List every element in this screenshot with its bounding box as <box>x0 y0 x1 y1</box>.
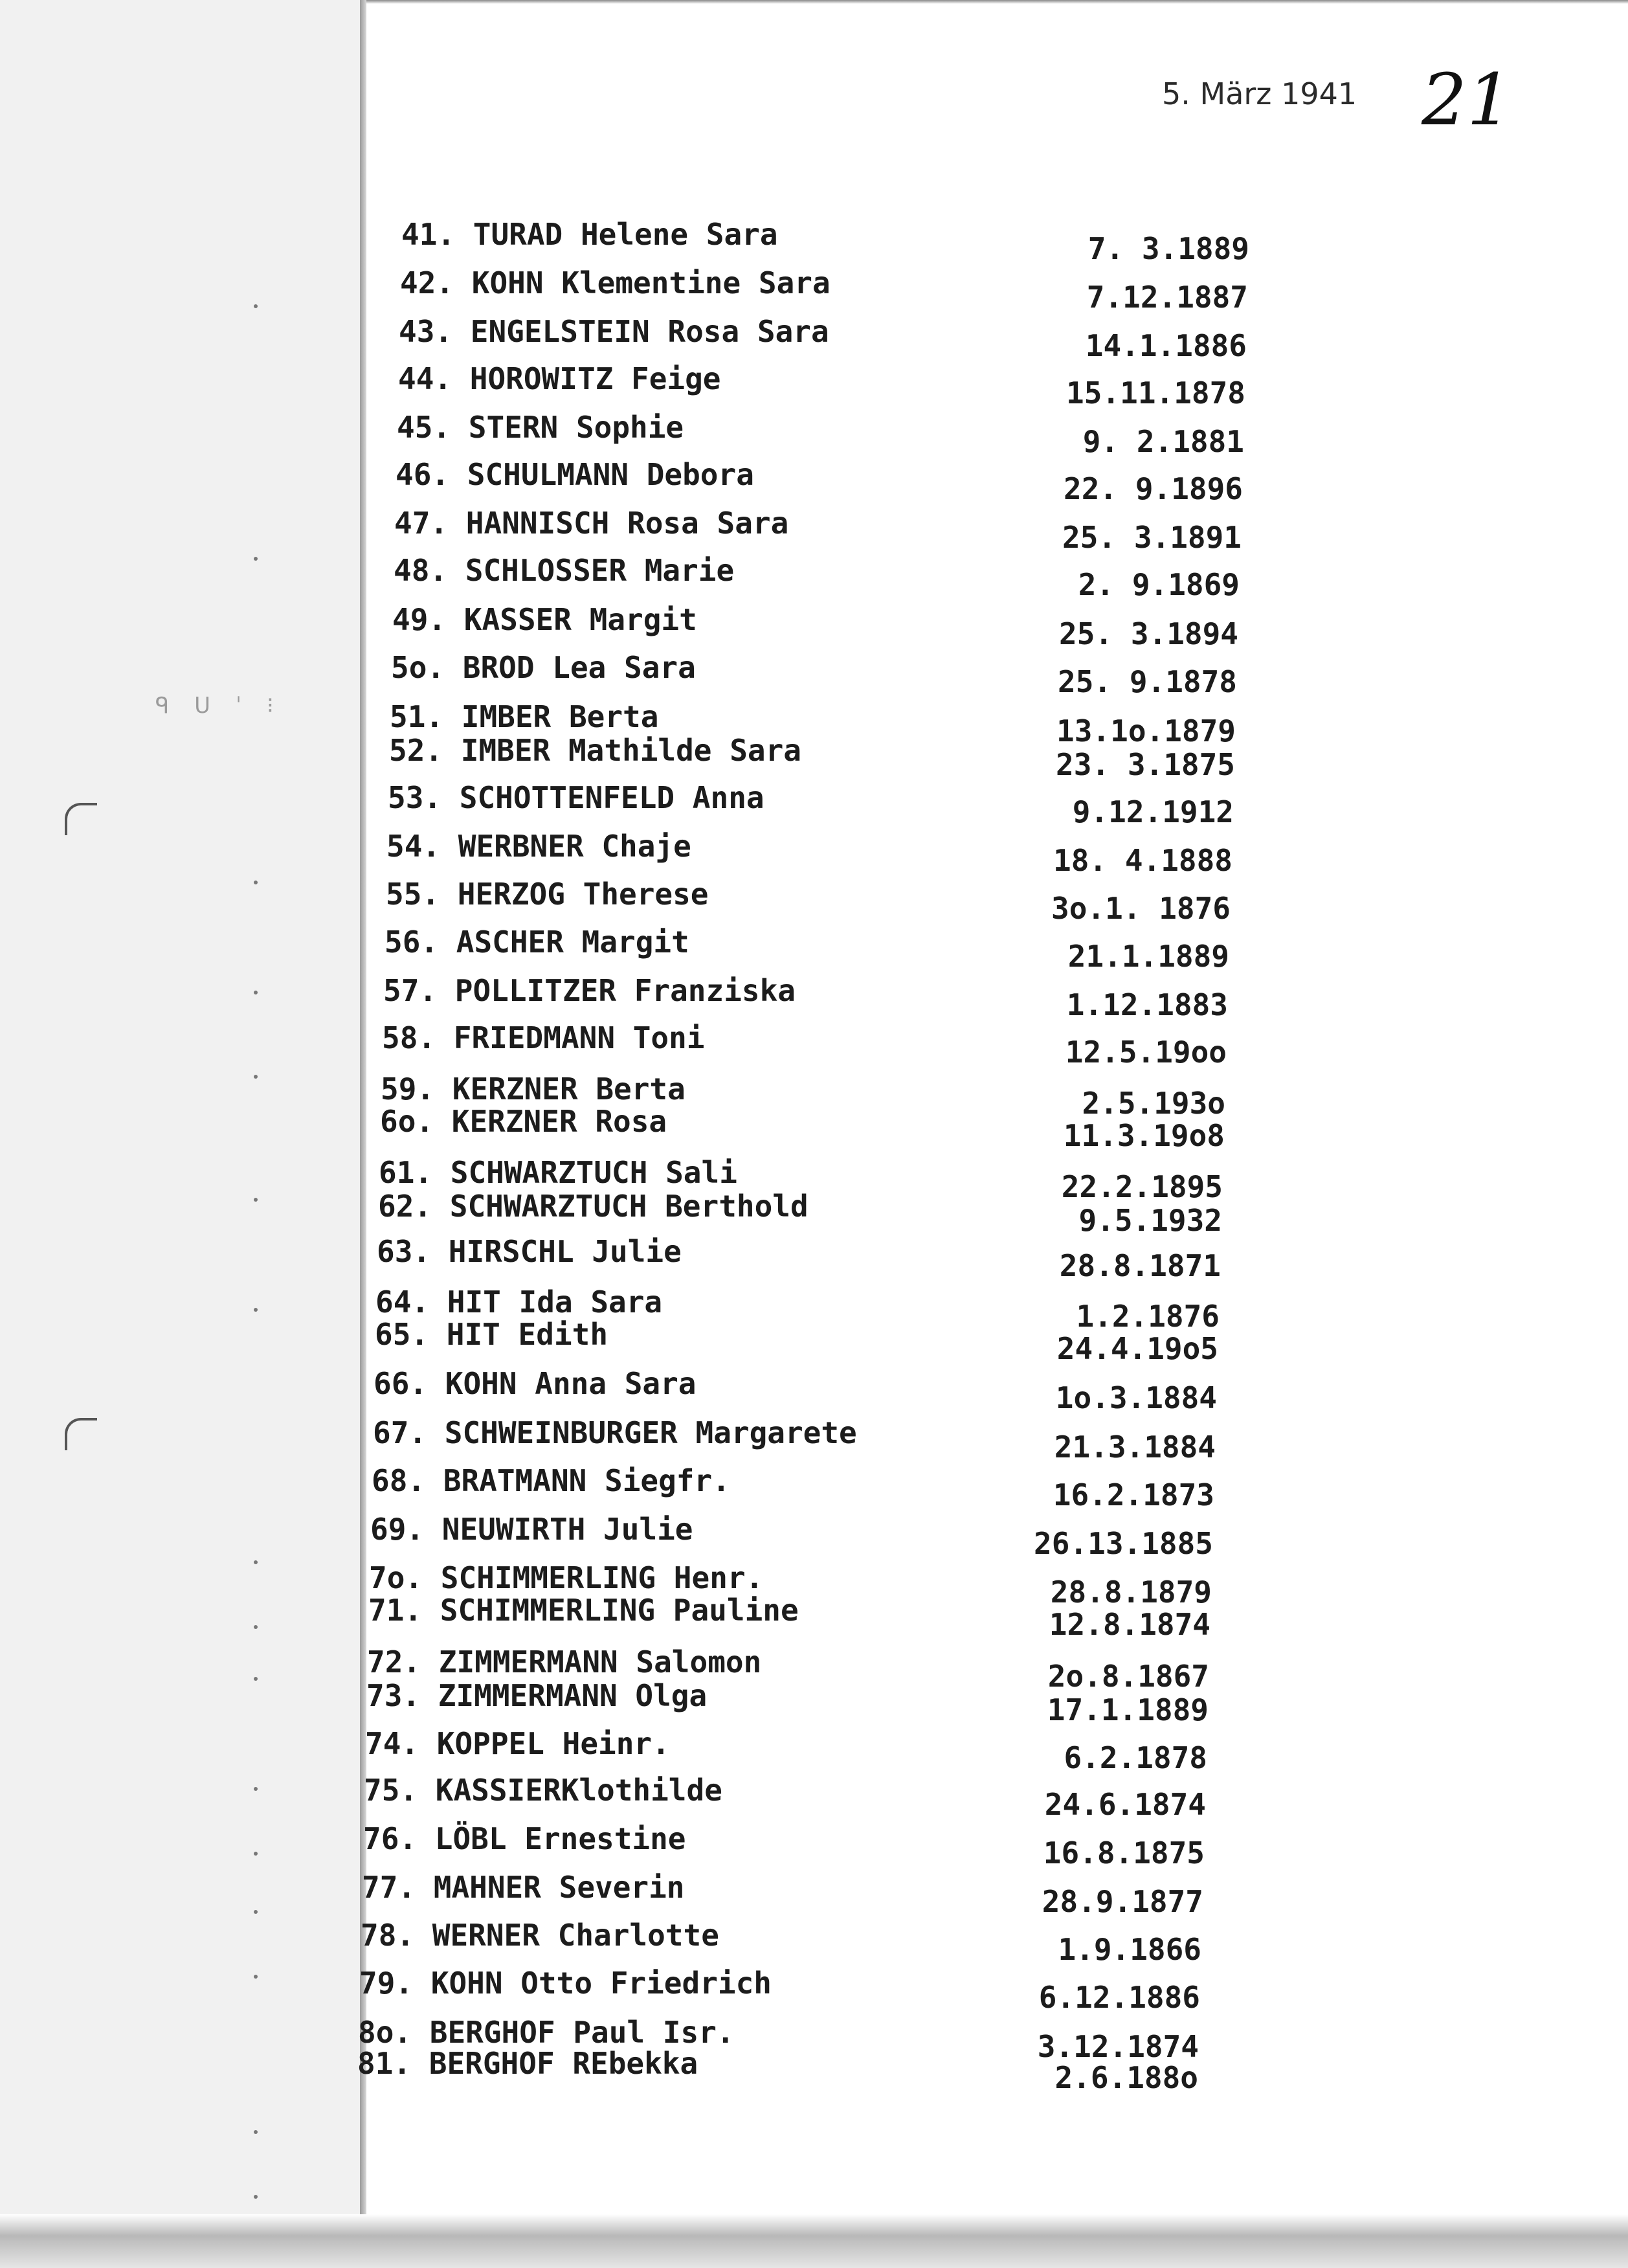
list-item-birthdate: 22.2.1895 <box>1061 1169 1223 1204</box>
list-item-name: 78. WERNER Charlotte <box>361 1918 719 1953</box>
list-item-name: 79. KOHN Otto Friedrich <box>359 1966 772 2001</box>
list-item-birthdate: 12.8.1874 <box>1049 1607 1210 1642</box>
list-item-name: 69. NEUWIRTH Julie <box>370 1512 693 1547</box>
list-item-birthdate: 25. 9.1878 <box>1058 664 1237 699</box>
list-item-name: 55. HERZOG Therese <box>386 877 709 912</box>
margin-speck <box>254 1852 258 1856</box>
margin-speck <box>254 881 258 884</box>
list-item-birthdate: 21.1.1889 <box>1067 939 1229 974</box>
list-item-name: 59. KERZNER Berta <box>381 1072 686 1106</box>
list-item-birthdate: 14.1.1886 <box>1085 328 1247 363</box>
list-item-birthdate: 26.13.1885 <box>1034 1526 1213 1561</box>
margin-speck <box>254 1308 258 1312</box>
list-item-birthdate: 23. 3.1875 <box>1056 747 1235 782</box>
list-item-birthdate: 9.5.1932 <box>1078 1203 1222 1238</box>
list-item-name: 57. POLLITZER Franziska <box>383 973 796 1008</box>
list-item-birthdate: 28.9.1877 <box>1042 1884 1203 1919</box>
list-item-name: 68. BRATMANN Siegfr. <box>372 1463 730 1498</box>
list-item-birthdate: 28.8.1871 <box>1059 1248 1221 1283</box>
list-item-birthdate: 1.12.1883 <box>1066 987 1228 1022</box>
margin-speck <box>254 1075 258 1079</box>
list-item-name: 43. ENGELSTEIN Rosa Sara <box>399 314 829 349</box>
list-item-name: 72. ZIMMERMANN Salomon <box>367 1645 762 1679</box>
list-item-birthdate: 6.12.1886 <box>1038 1980 1200 2015</box>
list-item-birthdate: 3.12.1874 <box>1037 2029 1199 2064</box>
list-item-birthdate: 2o.8.1867 <box>1047 1659 1209 1694</box>
margin-speck <box>254 1910 258 1914</box>
list-item-name: 56. ASCHER Margit <box>385 925 689 960</box>
list-item-name: 62. SCHWARZTUCH Berthold <box>378 1189 808 1224</box>
faded-margin-mark: ᑫ ᑌ ˈ ⁝ <box>155 693 283 719</box>
list-item-birthdate: 15.11.1878 <box>1066 376 1245 410</box>
list-item-name: 75. KASSIERKlothilde <box>364 1773 722 1808</box>
margin-speck <box>254 2195 258 2199</box>
list-item-birthdate: 1.2.1876 <box>1076 1299 1220 1334</box>
margin-speck <box>254 1625 258 1629</box>
page-top-edge <box>366 0 1628 4</box>
list-item-birthdate: 16.2.1873 <box>1053 1477 1214 1512</box>
list-item-birthdate: 21.3.1884 <box>1054 1430 1216 1465</box>
page-number: 21 <box>1422 58 1512 141</box>
list-item-name: 65. HIT Edith <box>375 1317 608 1352</box>
list-item-name: 7o. SCHIMMERLING Henr. <box>369 1560 764 1595</box>
margin-speck <box>254 1560 258 1564</box>
list-item-name: 54. WERBNER Chaje <box>386 829 691 864</box>
list-item-birthdate: 17.1.1889 <box>1047 1692 1209 1727</box>
list-item-name: 67. SCHWEINBURGER Margarete <box>373 1415 857 1450</box>
list-item-name: 6o. KERZNER Rosa <box>380 1104 667 1139</box>
list-item-birthdate: 2.5.193o <box>1082 1086 1225 1121</box>
list-item-birthdate: 1.9.1866 <box>1058 1932 1201 1967</box>
punch-hole-upper <box>65 803 97 835</box>
list-item-name: 77. MAHNER Severin <box>362 1870 685 1905</box>
list-item-birthdate: 11.3.19o8 <box>1063 1118 1225 1153</box>
list-item-name: 45. STERN Sophie <box>397 410 684 445</box>
list-item-birthdate: 16.8.1875 <box>1043 1836 1205 1870</box>
list-item-birthdate: 7.12.1887 <box>1086 280 1248 315</box>
margin-speck <box>254 1787 258 1791</box>
list-item-name: 63. HIRSCHL Julie <box>377 1234 682 1269</box>
list-item-birthdate: 1o.3.1884 <box>1055 1380 1217 1415</box>
list-item-name: 58. FRIEDMANN Toni <box>382 1020 705 1055</box>
list-item-birthdate: 12.5.19oo <box>1065 1035 1227 1070</box>
date-stamp: 5. März 1941 <box>1162 76 1357 111</box>
margin-speck <box>254 304 258 308</box>
list-item-birthdate: 13.1o.1879 <box>1056 713 1236 748</box>
list-item-name: 46. SCHULMANN Debora <box>396 457 754 492</box>
page-bottom-edge <box>0 2214 1628 2268</box>
margin-speck <box>254 2130 258 2134</box>
list-item-name: 81. BERGHOF REbekka <box>357 2046 698 2081</box>
list-item-name: 44. HOROWITZ Feige <box>398 361 721 396</box>
list-item-birthdate: 6.2.1878 <box>1064 1740 1207 1775</box>
list-item-name: 5o. BROD Lea Sara <box>391 650 696 685</box>
margin-speck <box>254 991 258 994</box>
list-item-name: 71. SCHIMMERLING Pauline <box>368 1593 799 1628</box>
list-item-birthdate: 25. 3.1894 <box>1059 616 1238 651</box>
margin-speck <box>254 557 258 561</box>
list-item-name: 64. HIT Ida Sara <box>375 1285 663 1319</box>
list-item-birthdate: 2. 9.1869 <box>1078 567 1240 602</box>
list-item-birthdate: 7. 3.1889 <box>1087 231 1249 266</box>
list-item-name: 41. TURAD Helene Sara <box>401 217 778 252</box>
list-item-name: 51. IMBER Berta <box>390 699 659 734</box>
list-item-name: 52. IMBER Mathilde Sara <box>389 733 801 768</box>
list-item-birthdate: 2.6.188o <box>1054 2060 1198 2095</box>
list-item-name: 47. HANNISCH Rosa Sara <box>394 506 789 541</box>
list-item-name: 42. KOHN Klementine Sara <box>400 265 831 300</box>
list-item-birthdate: 24.6.1874 <box>1044 1787 1206 1822</box>
list-item-birthdate: 18. 4.1888 <box>1053 843 1232 878</box>
list-item-birthdate: 9.12.1912 <box>1072 794 1234 829</box>
list-item-birthdate: 28.8.1879 <box>1050 1575 1212 1610</box>
punch-hole-lower <box>65 1418 97 1450</box>
list-item-name: 74. KOPPEL Heinr. <box>365 1726 670 1761</box>
binder-margin <box>0 0 360 2268</box>
list-item-birthdate: 3o.1. 1876 <box>1051 891 1231 926</box>
list-item-name: 61. SCHWARZTUCH Sali <box>379 1155 737 1190</box>
list-item-name: 73. ZIMMERMANN Olga <box>366 1678 708 1713</box>
list-item-birthdate: 25. 3.1891 <box>1062 520 1242 555</box>
margin-speck <box>254 1198 258 1202</box>
list-item-name: 53. SCHOTTENFELD Anna <box>388 780 764 815</box>
list-item-name: 48. SCHLOSSER Marie <box>394 553 735 588</box>
list-item-name: 8o. BERGHOF Paul Isr. <box>358 2015 735 2050</box>
list-item-name: 66. KOHN Anna Sara <box>374 1366 697 1401</box>
list-item-name: 76. LÖBL Ernestine <box>363 1821 686 1856</box>
list-item-birthdate: 22. 9.1896 <box>1064 471 1243 506</box>
list-item-name: 49. KASSER Margit <box>392 602 697 637</box>
margin-speck <box>254 1677 258 1681</box>
list-item-birthdate: 24.4.19o5 <box>1056 1331 1218 1366</box>
list-item-birthdate: 9. 2.1881 <box>1082 424 1244 459</box>
margin-speck <box>254 1975 258 1979</box>
